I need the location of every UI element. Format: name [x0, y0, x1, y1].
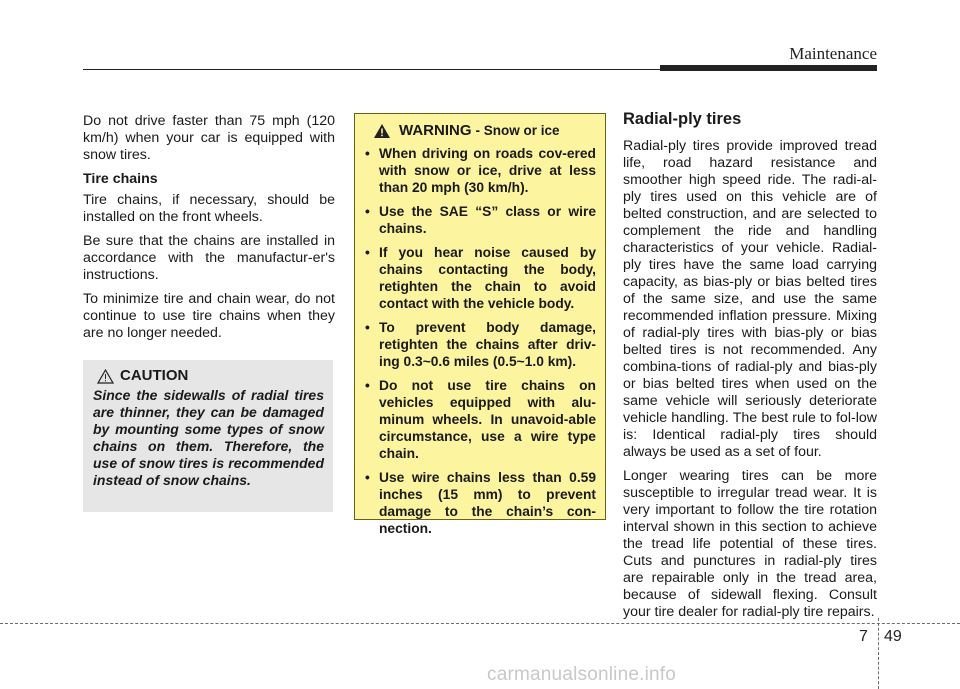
header-accent-bar: [660, 65, 877, 71]
caution-text: Since the sidewalls of radial tires are thinner, they can be damaged by mounting some types of snow chains on them. Therefore, the use of snow tires is recommended instead of snow chains.: [93, 387, 324, 488]
caution-header: [97, 367, 324, 385]
snow-tire-speed-paragraph: Do not drive faster than 75 mph (120 km/h) when your car is equipped with snow tires.: [83, 113, 335, 163]
tire-chains-paragraph-2: Be sure that the chains are installed in accordance with the manufactur-er's instructions.: [83, 233, 335, 283]
warning-item: • When driving on roads cov-ered with snow or ice, drive at less than 20 mph (30 km/h).: [365, 145, 596, 196]
warning-subtitle: - Snow or ice: [475, 123, 560, 138]
left-column: [83, 113, 335, 349]
chapter-number: 7: [859, 628, 868, 645]
warning-box: [354, 113, 606, 536]
section-title: Maintenance: [789, 44, 877, 63]
right-column: [623, 111, 877, 628]
warning-header: [373, 122, 596, 140]
caution-title: CAUTION: [120, 367, 189, 384]
watermark: carmanualsonline.info: [487, 664, 677, 685]
tire-chains-paragraph-3: To minimize tire and chain wear, do not continue to use tire chains when they are no longer needed.: [83, 291, 335, 341]
warning-item: • If you hear noise caused by chains contacting the body, retighten the chain to avoid contact with the vehicle body.: [365, 244, 596, 312]
warning-item: • Use wire chains less than 0.59 inches (15 mm) to prevent damage to the chain’s con-nection.: [365, 469, 596, 537]
radial-ply-paragraph-2: Longer wearing tires can be more susceptible to irregular tread wear. It is very important to follow the tire rotation interval shown in this section to achieve the tread life potential of these tires. Cuts and punctures in radial-ply tires are repairable only in the tread area, because of sidewall flexing. Consult your tire dealer for radial-ply tire repairs.: [623, 468, 877, 620]
header-rule: [83, 69, 743, 70]
warning-item: • Use the SAE “S” class or wire chains.: [365, 203, 596, 237]
footer-rule: [0, 623, 960, 624]
caution-box: [83, 360, 333, 512]
warning-list: [365, 145, 596, 537]
tire-chains-paragraph-1: Tire chains, if necessary, should be installed on the front wheels.: [83, 192, 335, 225]
radial-ply-paragraph-1: Radial-ply tires provide improved tread life, road hazard resistance and smoother high speed ride. The radi-al-ply tires used on this vehicle are of belted construction, and are selected to complement the ride and handling characteristics of your vehicle. Radial-ply tires have the same load carrying capacity, as bias-ply or bias belted tires of the same size, and use the same recommended inflation pressure. Mixing of radial-ply tires with bias-ply or bias belted tires is not recommended. Any combina-tions of radial-ply and bias-ply or bias belted tires when used on the same vehicle will seriously deteriorate vehicle handling. The best rule to fol-low is: Identical radial-ply tires should always be used as a set of four.: [623, 138, 877, 460]
warning-item: • Do not use tire chains on vehicles equipped with alu-minum wheels. In unavoid-able circumstance, use a wire type chain.: [365, 377, 596, 462]
tire-chains-heading: Tire chains: [83, 171, 158, 187]
warning-title: WARNING: [399, 122, 472, 139]
caution-triangle-icon: [97, 369, 114, 384]
page-number: 49: [884, 628, 902, 645]
warning-item: • To prevent body damage, retighten the chains after driv-ing 0.3~0.6 miles (0.5~1.0 km).: [365, 319, 596, 370]
radial-ply-heading: Radial-ply tires: [623, 110, 742, 128]
footer-divider: [878, 618, 879, 689]
warning-triangle-icon: [373, 123, 391, 139]
